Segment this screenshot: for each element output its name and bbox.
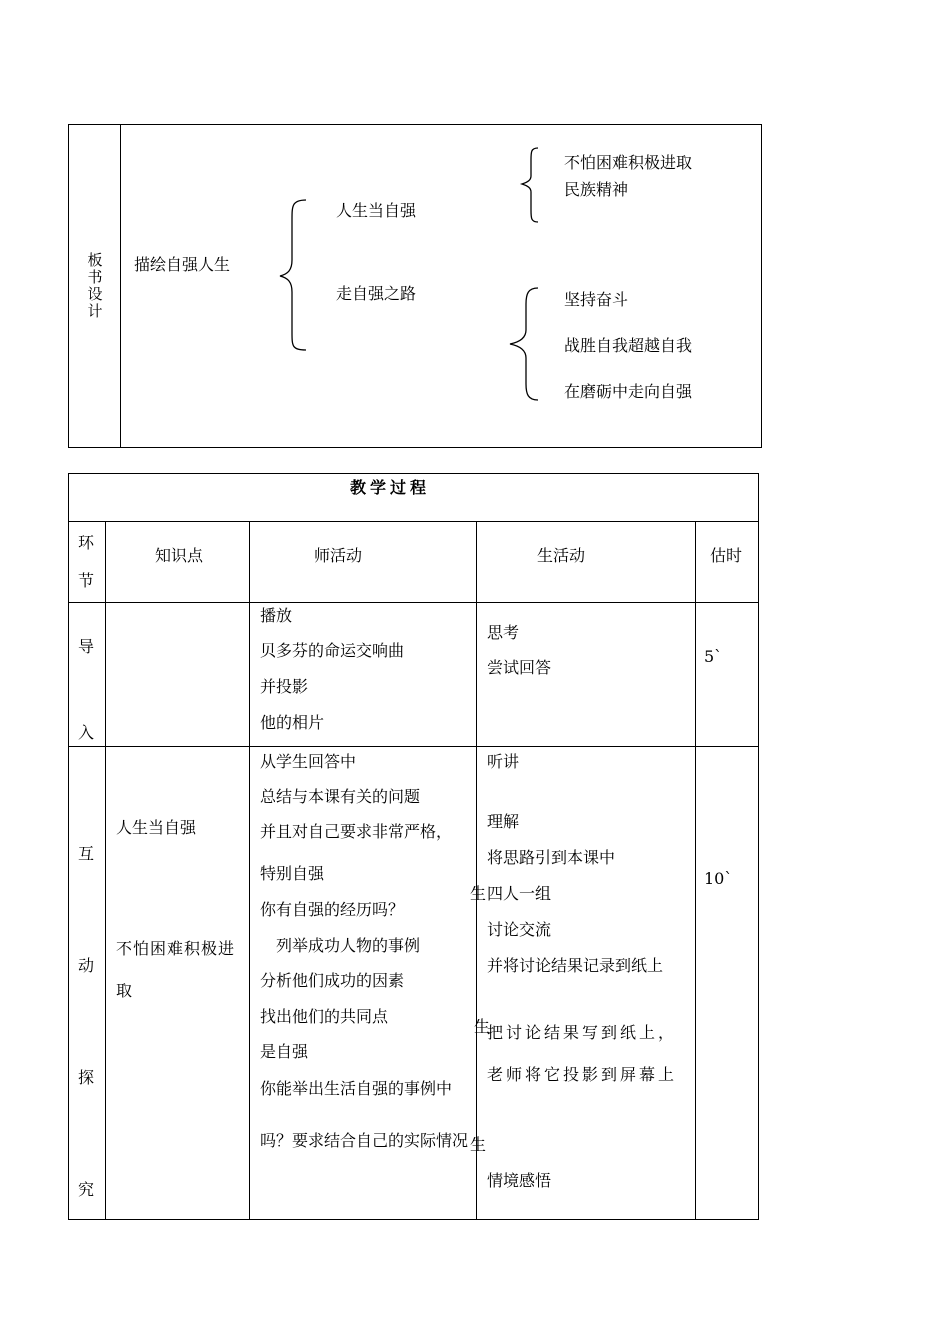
large-brace bbox=[276, 198, 310, 354]
branch2-label: 走自强之路 bbox=[336, 284, 417, 303]
row2-teacher-line-6: 列举成功人物的事例 bbox=[276, 936, 421, 955]
row1-teacher-line-3: 并投影 bbox=[260, 677, 309, 696]
row2-student-prefix-3: 生 bbox=[470, 1135, 487, 1154]
header-knowledge: 知识点 bbox=[155, 546, 204, 565]
row2-teacher-line-10: 你能举出生活自强的事例中 bbox=[260, 1079, 453, 1098]
branch2-item-1: 坚持奋斗 bbox=[564, 290, 629, 309]
process-title: 教学过程 bbox=[350, 478, 431, 497]
row2-teacher-line-8: 找出他们的共同点 bbox=[260, 1007, 389, 1026]
row2-student-line-6: 并将讨论结果记录到纸上 bbox=[487, 956, 664, 975]
header-teacher: 师活动 bbox=[314, 546, 363, 565]
header-top-rule bbox=[68, 521, 759, 522]
upper-brace bbox=[518, 146, 542, 224]
row1-teacher-line-2: 贝多芬的命运交响曲 bbox=[260, 641, 405, 660]
row2-teacher-line-9: 是自强 bbox=[260, 1042, 309, 1061]
header-student: 生活动 bbox=[537, 546, 586, 565]
row1-teacher-line-4: 他的相片 bbox=[260, 713, 325, 732]
process-table bbox=[68, 473, 759, 1220]
row2-teacher-line-11: 吗？要求结合自己的实际情况 bbox=[260, 1131, 469, 1150]
row2-student-line-8: 情境感悟 bbox=[487, 1171, 552, 1190]
row1-teacher-line-1: 播放 bbox=[260, 606, 293, 625]
row2-teacher-line-3: 并且对自己要求非常严格， bbox=[260, 822, 453, 841]
row2-student-prefix-2: 生 bbox=[474, 1017, 491, 1036]
row1-student-line-1: 思考 bbox=[487, 623, 520, 642]
row2-student-prefix-1: 生 bbox=[470, 884, 487, 903]
header-time: 估时 bbox=[710, 546, 743, 565]
lower-brace bbox=[506, 286, 542, 402]
branch2-item-2: 战胜自我超越自我 bbox=[564, 336, 693, 355]
board-divider bbox=[120, 124, 121, 448]
row2-student-line-1: 听讲 bbox=[487, 752, 520, 771]
row2-teacher-line-5: 你有自强的经历吗？ bbox=[260, 900, 405, 919]
row1-student-line-2: 尝试回答 bbox=[487, 658, 552, 677]
board-main-topic: 描绘自强人生 bbox=[134, 255, 231, 274]
row2-student-line-3: 将思路引到本课中 bbox=[487, 848, 616, 867]
row2-student-line-4: 四人一组 bbox=[487, 884, 552, 903]
col-rule-4 bbox=[695, 521, 696, 1220]
row2-time: 10` bbox=[704, 869, 733, 888]
branch1-item-2: 民族精神 bbox=[564, 180, 629, 199]
row1-time: 5` bbox=[704, 647, 723, 666]
row2-teacher-line-2: 总结与本课有关的问题 bbox=[260, 787, 421, 806]
row2-student-line-7: 把讨论结果写到纸上，老师将它投影到屏幕上 bbox=[487, 1023, 678, 1084]
col-rule-1 bbox=[105, 521, 106, 1220]
row1-bottom-rule bbox=[68, 746, 759, 747]
header-stage: 环节 bbox=[78, 533, 95, 590]
row2-teacher-line-7: 分析他们成功的因素 bbox=[260, 971, 405, 990]
row1-stage: 导入 bbox=[78, 637, 95, 742]
board-side-label: 板书设计 bbox=[87, 251, 103, 320]
row2-student-line-2: 理解 bbox=[487, 812, 520, 831]
row2-knowledge-2: 不怕困难积极进取 bbox=[116, 939, 236, 1000]
col-rule-3 bbox=[476, 521, 477, 1220]
branch1-item-1: 不怕困难积极进取 bbox=[564, 153, 693, 172]
header-bottom-rule bbox=[68, 602, 759, 603]
row2-stage: 互动探究 bbox=[78, 844, 95, 1199]
row2-student-line-5: 讨论交流 bbox=[487, 920, 552, 939]
row2-knowledge-1: 人生当自强 bbox=[116, 818, 197, 837]
row2-teacher-line-1: 从学生回答中 bbox=[260, 752, 357, 771]
branch2-item-3: 在磨砺中走向自强 bbox=[564, 382, 693, 401]
row2-teacher-line-4: 特别自强 bbox=[260, 864, 325, 883]
branch1-label: 人生当自强 bbox=[336, 201, 417, 220]
col-rule-2 bbox=[249, 521, 250, 1220]
